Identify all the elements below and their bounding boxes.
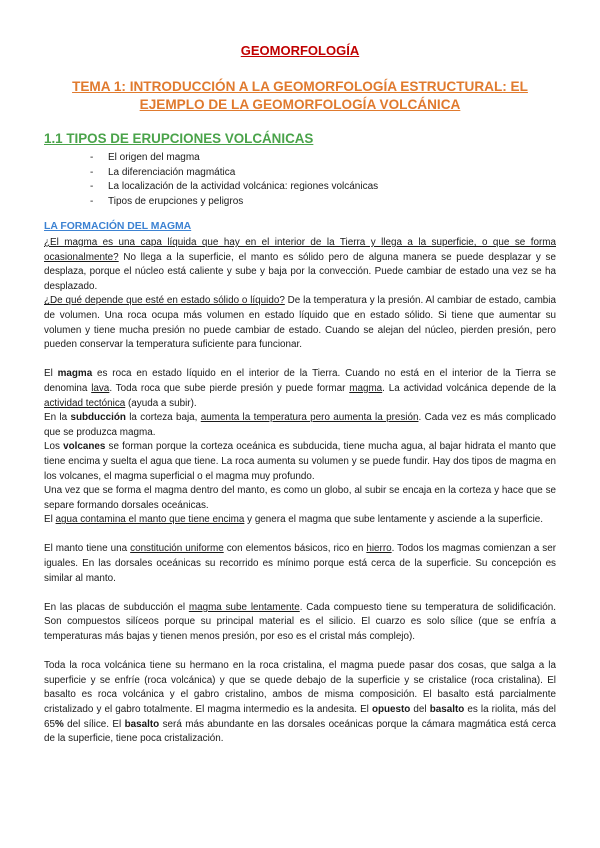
section-heading: 1.1 TIPOS DE ERUPCIONES VOLCÁNICAS — [44, 131, 314, 146]
text: (ayuda a subir). — [125, 397, 197, 409]
list-item: - Tipos de erupciones y peligros — [90, 195, 378, 210]
bold-term: opuesto — [371, 704, 411, 715]
underlined-term: constitución uniforme — [130, 543, 224, 555]
paragraph-8 — [44, 542, 556, 586]
text: En las placas de subducción el — [44, 601, 189, 613]
bold-term: basalto — [429, 704, 465, 715]
paragraph-text: No llega a la superficie, el manto es sólido pero de alguna manera se puede desplazar y se desplaza, porque el núcleo está caliente y sube y baja por la convección. Puede cambiar de estado una vez se ha desplazado. — [44, 251, 556, 292]
underlined-term: lava — [91, 382, 110, 394]
text: En la — [44, 412, 71, 424]
subsection-heading: LA FORMACIÓN DEL MAGMA — [44, 221, 192, 232]
text: El — [44, 368, 58, 380]
text: del sílice. El — [63, 718, 125, 730]
text: . La actividad volcánica depende de la — [382, 382, 556, 394]
underlined-term: hierro — [366, 543, 392, 555]
text: . Cada vez es más complicado que se produzca magma. — [44, 412, 556, 438]
underlined-term: actividad tectónica — [44, 397, 126, 409]
paragraph-4 — [44, 411, 556, 440]
list-item: - La localización de la actividad volcánica: regiones volcánicas — [90, 180, 378, 195]
paragraph-2 — [44, 294, 556, 352]
question-text: ¿De qué depende que esté en estado sólido o líquido? — [44, 295, 285, 307]
topics-list — [90, 151, 378, 209]
question-text: ¿El magma es una capa líquida que hay en el interior de la Tierra y llega a la superficie, o que se forma ocasionalmente? — [44, 237, 556, 263]
bold-term: subducción — [70, 412, 126, 424]
underlined-term: magma — [349, 382, 383, 394]
bold-term: basalto — [124, 718, 160, 730]
text: se forman porque la corteza oceánica es subducida, tiene mucha agua, al bajar hidrata el manto que tiene encima y suelta el agua que tiene. La roca aumenta su volumen y se puede fundir. Hay dos tipos de magma en los volcanes, el magma superficial o el magma muy profundo. — [44, 441, 556, 482]
text: y genera el magma que sube lentamente y asciende a la superficie. — [244, 514, 544, 526]
tema-heading: TEMA 1: INTRODUCCIÓN A LA GEOMORFOLOGÍA ESTRUCTURAL: EL EJEMPLO DE LA GEOMORFOLOGÍA VOLCÁNICA — [72, 79, 528, 112]
body-text — [44, 236, 556, 747]
paragraph-10 — [44, 659, 556, 747]
underlined-term: magma sube lentamente — [188, 601, 300, 613]
text: es la riolita, más del 65 — [44, 704, 556, 730]
list-item: - El origen del magma — [90, 151, 378, 166]
text: . Todos los magmas comienzan a ser iguales. En las dorsales oceánicas su recorrido es mínimo porque está cerca de la superficie. Su concepción es similar al manto. — [44, 543, 556, 584]
text: El manto tiene una — [44, 543, 131, 555]
text: será más abundante en las dorsales oceánicas porque la cámara magmática está cerca de la superficie, tiene poca cristalización. — [44, 718, 556, 745]
paragraph-6: Una vez que se forma el magma dentro del manto, es como un globo, al subir se encaja en la corteza y hace que se separe formando dorsales oceánicas. — [44, 485, 556, 511]
list-item: - La diferenciación magmática — [90, 166, 378, 181]
text: es roca en estado líquido en el interior de la Tierra. Cuando no está en el interior de la Tierra se denomina — [44, 368, 556, 394]
paragraph-9 — [44, 601, 556, 645]
underlined-term: aumenta la temperatura pero aumenta la presión — [200, 412, 419, 424]
document-title: GEOMORFOLOGÍA — [240, 43, 360, 58]
text: del — [410, 704, 430, 715]
bold-term: % — [54, 718, 64, 730]
text: Toda la roca volcánica tiene su hermano en la roca cristalina, el magma puede pasar dos cosas, que salga a la superficie y se enfríe (roca volcánica) y que se quede debajo de la superficie y se cristalice (roca cristalina). El basalto es roca volcánica y el gabro cristalino, ambos de misma composición. El basalto está parcialmente cristalizado y el gabro totalmente. El magma intermedio es la andesita. El — [44, 660, 556, 715]
text: con elementos básicos, rico en — [223, 543, 367, 555]
text: El — [44, 514, 56, 526]
paragraph-5 — [44, 440, 556, 484]
text: la corteza baja, — [125, 412, 201, 424]
underlined-term: agua contamina el manto que tiene encima — [55, 514, 245, 526]
bold-term: magma — [57, 368, 93, 380]
bold-term: volcanes — [63, 441, 106, 453]
text: Los — [44, 441, 64, 453]
paragraph-text: De la temperatura y la presión. Al cambiar de estado, cambia de volumen. Una roca ocupa más volumen en estado líquido que en estado sólido. Si tiene que aumentar su volumen y tiene mucha presión no puede cambiar de estado. Cuando se alejan del núcleo, pierden presión, pero pueden conservar la temperatura suficiente para funcionar. — [44, 295, 556, 351]
text: . Toda roca que sube pierde presión y puede formar — [109, 382, 350, 394]
paragraph-1 — [44, 236, 556, 294]
text: . Cada compuesto tiene su temperatura de solidificación. Son compuestos silíceos porque su principal material es el silicio. El cuarzo es solo sílice (que se enfría a temperaturas más bajas y tienen menos presión, por eso es el cristal más complejo). — [44, 601, 556, 643]
paragraph-7 — [44, 513, 556, 528]
paragraph-3 — [44, 367, 556, 411]
